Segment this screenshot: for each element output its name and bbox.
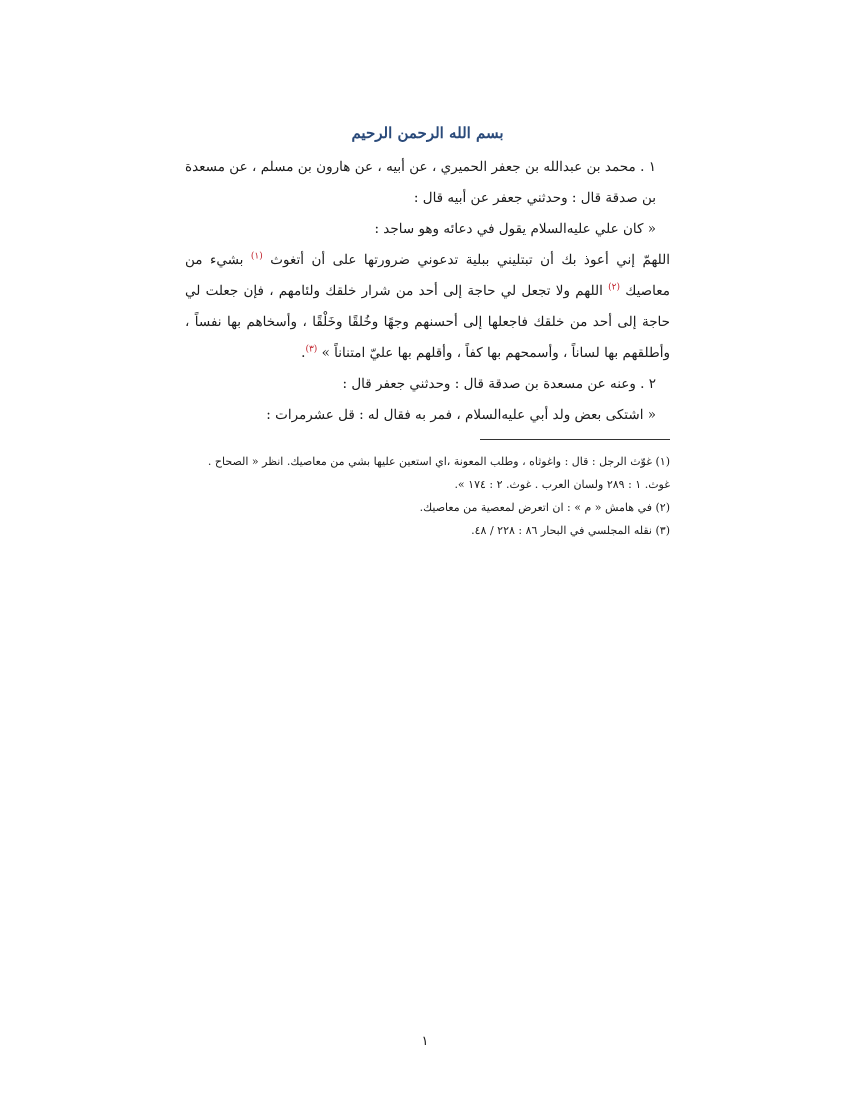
footnote-divider xyxy=(480,439,670,440)
footnote-1: (١) غوّث الرجل : قال : واغوثاه ، وطلب المعونة ،اي استعين عليها بشي من معاصيك. انظر « الصحاح . xyxy=(207,455,670,468)
paragraph-3-part-c: اللهم ولا تجعل لي حاجة إلى أحد من شرار خلقك ولئامهم ، فإن جعلت لي حاجة إلى أحد من خلقك فاجعلها إلى أحسنهم وجهًا وخُلقًا وخَلْقًا ، وأسخاهم بها نفساً ، وأطلقهم بها لساناً ، وأسمحهم بها كفاً ، وأقلهم بها عليّ امتناناً » xyxy=(185,283,670,361)
paragraph-3-part-d: . xyxy=(301,345,306,361)
footnote-ref-3[interactable]: (٣) xyxy=(305,344,318,355)
paragraph-3 xyxy=(185,245,670,369)
paragraph-3-part-b: بشيء من معاصيك xyxy=(185,252,671,299)
footnote-1-continued: غوث. ١ : ٢٨٩ ولسان العرب . غوث. ٢ : ١٧٤ ». xyxy=(454,478,670,491)
footnote-ref-2[interactable]: (٢) xyxy=(608,282,620,293)
footnote-ref-1[interactable]: (١) xyxy=(250,251,263,262)
paragraph-5: « اشتكى بعض ولد أبي عليه‌السلام ، فمر به فقال له : قل عشرمرات : xyxy=(266,407,656,423)
footnote-3: (٣) نقله المجلسي في البحار ٨٦ : ٢٢٨ / ٤٨. xyxy=(471,524,670,537)
footnote-2: (٢) في هامش « م » : ان اتعرض لمعصية من معاصيك. xyxy=(419,501,670,514)
paragraph-1: ١ . محمد بن عبدالله بن جعفر الحميري ، عن أبيه ، عن هارون بن مسلم ، عن مسعدة بن صدقة قال : وحدثني جعفر عن أبيه قال : xyxy=(185,159,656,206)
page-number: ١ xyxy=(421,1034,429,1049)
document-page xyxy=(185,118,670,542)
paragraph-3-part-a: اللهمّ إني أعوذ بك أن تبتليني ببلية تدعوني ضرورتها على أن أتغوث xyxy=(270,252,671,268)
paragraph-4: ٢ . وعنه عن مسعدة بن صدقة قال : وحدثني جعفر قال : xyxy=(342,376,656,392)
page-title: بسم الله الرحمن الرحيم xyxy=(351,124,504,142)
paragraph-2: « كان علي عليه‌السلام يقول في دعائه وهو ساجد : xyxy=(374,221,656,237)
